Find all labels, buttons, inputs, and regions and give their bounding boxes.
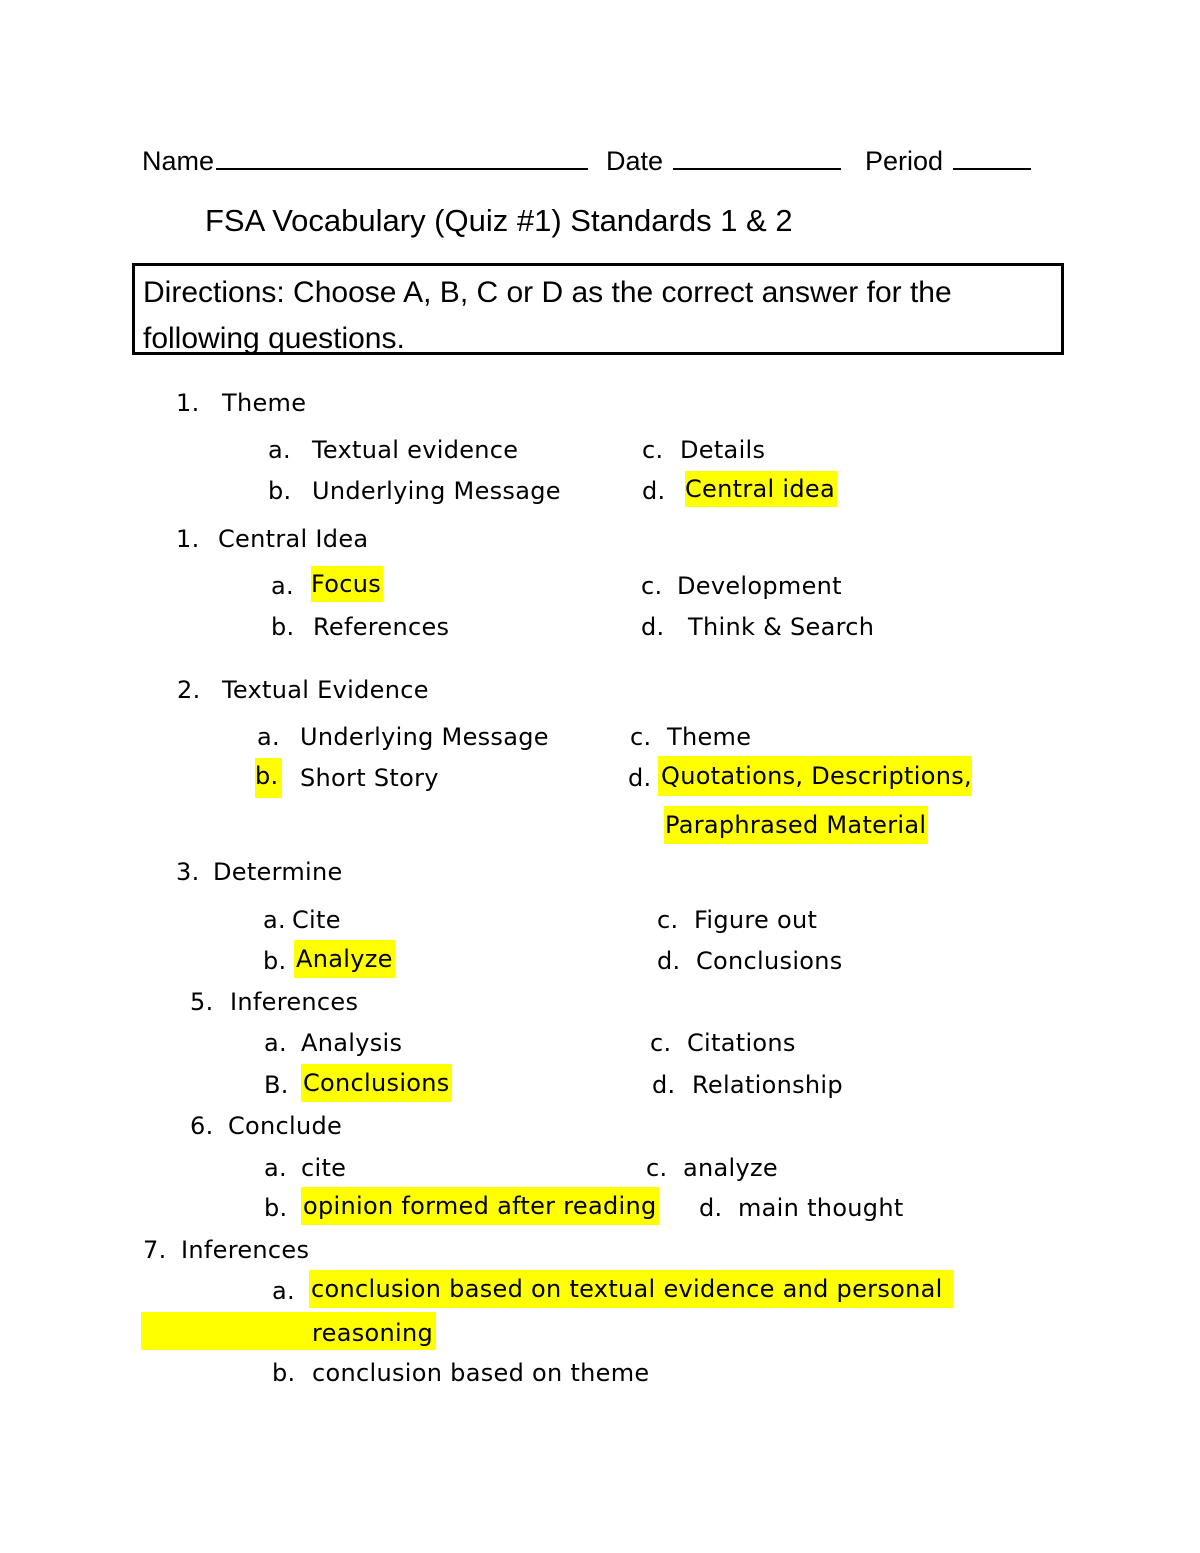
date-blank[interactable] bbox=[673, 146, 841, 170]
option-text[interactable]: Short Story bbox=[300, 764, 439, 792]
option-letter: d. bbox=[699, 1194, 723, 1222]
question-term: Determine bbox=[213, 858, 343, 886]
quiz-title: FSA Vocabulary (Quiz #1) Standards 1 & 2 bbox=[205, 203, 793, 238]
option-text[interactable]: Underlying Message bbox=[300, 723, 549, 751]
option-letter: B. bbox=[264, 1071, 289, 1099]
option-text[interactable]: Textual evidence bbox=[312, 436, 519, 464]
option-text[interactable]: Cite bbox=[292, 906, 341, 934]
option-letter: b. bbox=[268, 477, 292, 505]
period-blank[interactable] bbox=[953, 146, 1031, 170]
option-letter: a. bbox=[272, 1277, 295, 1305]
option-letter: b. bbox=[264, 1194, 288, 1222]
option-text[interactable]: Relationship bbox=[692, 1071, 843, 1099]
option-text-highlighted[interactable]: conclusion based on textual evidence and personal bbox=[309, 1270, 953, 1308]
option-text-highlighted[interactable]: Focus bbox=[311, 566, 383, 602]
option-text[interactable]: Think & Search bbox=[688, 613, 875, 641]
option-letter: a. bbox=[257, 723, 280, 751]
option-text[interactable]: Details bbox=[680, 436, 766, 464]
question-number: 3. bbox=[176, 858, 200, 886]
directions-text: Directions: Choose A, B, C or D as the correct answer for the following questions. bbox=[143, 276, 952, 355]
option-text-highlighted[interactable]: Conclusions bbox=[301, 1064, 452, 1102]
option-letter: a. bbox=[271, 572, 294, 600]
question-term: Inferences bbox=[230, 988, 359, 1016]
option-text[interactable]: Development bbox=[677, 572, 842, 600]
question-number: 6. bbox=[190, 1112, 214, 1140]
option-letter: a. bbox=[264, 1029, 287, 1057]
option-letter: b. bbox=[271, 613, 295, 641]
option-text-highlighted-cont[interactable]: reasoning bbox=[312, 1319, 434, 1347]
option-text[interactable]: Figure out bbox=[694, 906, 818, 934]
option-letter: c. bbox=[646, 1154, 668, 1182]
date-line[interactable] bbox=[606, 146, 841, 177]
option-text-highlighted[interactable]: Analyze bbox=[294, 940, 395, 978]
option-text[interactable]: main thought bbox=[738, 1194, 904, 1222]
option-letter: c. bbox=[657, 906, 679, 934]
date-label: Date bbox=[606, 146, 664, 176]
option-text-highlighted[interactable]: opinion formed after reading bbox=[301, 1187, 659, 1225]
question-number: 1. bbox=[176, 525, 200, 553]
option-text[interactable]: cite bbox=[301, 1154, 347, 1182]
option-letter: a. bbox=[263, 906, 286, 934]
question-term: Conclude bbox=[228, 1112, 343, 1140]
question-term: Central Idea bbox=[218, 525, 369, 553]
option-text[interactable]: Underlying Message bbox=[312, 477, 561, 505]
option-letter: c. bbox=[630, 723, 652, 751]
name-line[interactable] bbox=[142, 146, 588, 177]
question-number: 5. bbox=[190, 988, 214, 1016]
question-term: Textual Evidence bbox=[222, 676, 429, 704]
option-letter: d. bbox=[652, 1071, 676, 1099]
question-number: 1. bbox=[176, 389, 200, 417]
option-letter: d. bbox=[657, 947, 681, 975]
option-text-highlighted[interactable]: Quotations, Descriptions, bbox=[658, 756, 972, 796]
directions-box bbox=[132, 263, 1064, 355]
option-text[interactable]: Conclusions bbox=[696, 947, 843, 975]
period-line[interactable] bbox=[865, 146, 1031, 177]
option-text[interactable]: Analysis bbox=[301, 1029, 403, 1057]
option-letter: a. bbox=[268, 436, 291, 464]
option-text-highlighted-cont[interactable]: Paraphrased Material bbox=[664, 806, 928, 844]
option-text-highlighted[interactable]: Central idea bbox=[685, 471, 837, 507]
option-text[interactable]: conclusion based on theme bbox=[312, 1359, 650, 1387]
question-term: Inferences bbox=[181, 1236, 310, 1264]
period-label: Period bbox=[865, 146, 944, 176]
question-number: 7. bbox=[143, 1236, 167, 1264]
option-letter: a. bbox=[264, 1154, 287, 1182]
option-letter: d. bbox=[642, 477, 666, 505]
option-letter: b. bbox=[263, 947, 287, 975]
question-term: Theme bbox=[222, 389, 307, 417]
name-label: Name bbox=[142, 146, 215, 176]
option-text[interactable]: Citations bbox=[687, 1029, 796, 1057]
option-letter: d. bbox=[641, 613, 665, 641]
option-text[interactable]: References bbox=[313, 613, 450, 641]
option-letter-highlighted: b. bbox=[255, 758, 282, 798]
option-text[interactable]: Theme bbox=[667, 723, 752, 751]
question-number: 2. bbox=[177, 676, 201, 704]
option-letter: d. bbox=[628, 764, 652, 792]
option-letter: c. bbox=[650, 1029, 672, 1057]
option-letter: c. bbox=[641, 572, 663, 600]
option-letter: b. bbox=[272, 1359, 296, 1387]
option-letter: c. bbox=[642, 436, 664, 464]
name-blank[interactable] bbox=[216, 146, 588, 170]
option-text[interactable]: analyze bbox=[683, 1154, 778, 1182]
